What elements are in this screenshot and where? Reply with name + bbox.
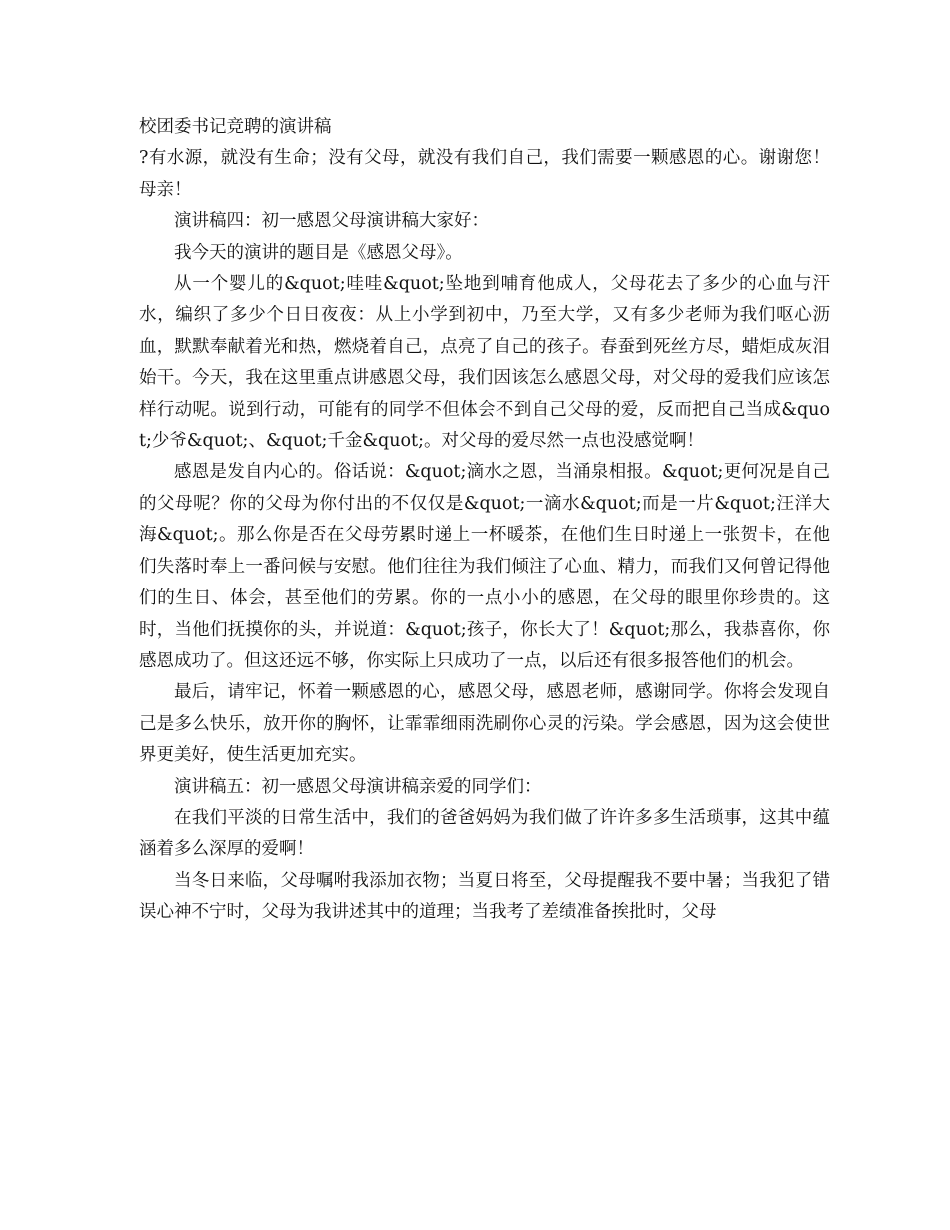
paragraph-6: 最后，请牢记，怀着一颗感恩的心，感恩父母，感恩老师，感谢同学。你将会发现自己是多么快乐，放开你的胸怀，让霏霏细雨洗刷你心灵的污染。学会感恩，因为这会使世界更美好，使生活更加充实。 xyxy=(139,682,830,766)
paragraph-1: ?有水源，就没有生命；没有父母，就没有我们自己，我们需要一颗感恩的心。谢谢您！母亲！ xyxy=(139,148,830,200)
paragraph-7: 演讲稿五：初一感恩父母演讲稿亲爱的同学们： xyxy=(174,776,542,797)
paragraph-3: 我今天的演讲的题目是《感恩父母》。 xyxy=(174,242,463,263)
document-title: 校团委书记竞聘的演讲稿 xyxy=(139,117,332,137)
paragraph-4: 从一个婴儿的&quot;哇哇&quot;坠地到哺育他成人，父母花去了多少的心血与汗水，编织了多少个日日夜夜：从上小学到初中，乃至大学，又有多少老师为我们呕心沥血，默默奉献着光和热，燃烧着自己，点亮了自己的孩子。春蚕到死丝方尽，蜡炬成灰泪始干。今天，我在这里重点讲感恩父母，我们因该怎么感恩父母，对父母的爱我们应该怎样行动呢。说到行动，可能有的同学不但体会不到自己父母的爱，反而把自己当成&quot;少爷&quot;、&quot;千金&quot;。对父母的爱尽然一点也没感觉啊！ xyxy=(139,274,830,452)
paragraph-2: 演讲稿四：初一感恩父母演讲稿大家好： xyxy=(174,211,489,232)
paragraph-5: 感恩是发自内心的。俗话说：&quot;滴水之恩，当涌泉相报。&quot;更何况是自己的父母呢？你的父母为你付出的不仅仅是&quot;一滴水&quot;而是一片&quot;汪洋大海&quot;。那么你是否在父母劳累时递上一杯暖茶，在他们生日时递上一张贺卡，在他们失落时奉上一番问候与安慰。他们往往为我们倾注了心血、精力，而我们又何曾记得他们的生日、体会，甚至他们的劳累。你的一点小小的感恩，在父母的眼里你珍贵的。这时，当他们抚摸你的头，并说道：&quot;孩子，你长大了！&quot;那么，我恭喜你，你感恩成功了。但这还远不够，你实际上只成功了一点，以后还有很多报答他们的机会。 xyxy=(139,462,830,671)
paragraph-8: 在我们平淡的日常生活中，我们的爸爸妈妈为我们做了许许多多生活琐事，这其中蕴涵着多么深厚的爱啊！ xyxy=(139,807,830,860)
paragraph-9: 当冬日来临，父母嘱咐我添加衣物；当夏日将至，父母提醒我不要中暑；当我犯了错误心神不宁时，父母为我讲述其中的道理；当我考了差绩准备挨批时，父母 xyxy=(139,870,830,923)
